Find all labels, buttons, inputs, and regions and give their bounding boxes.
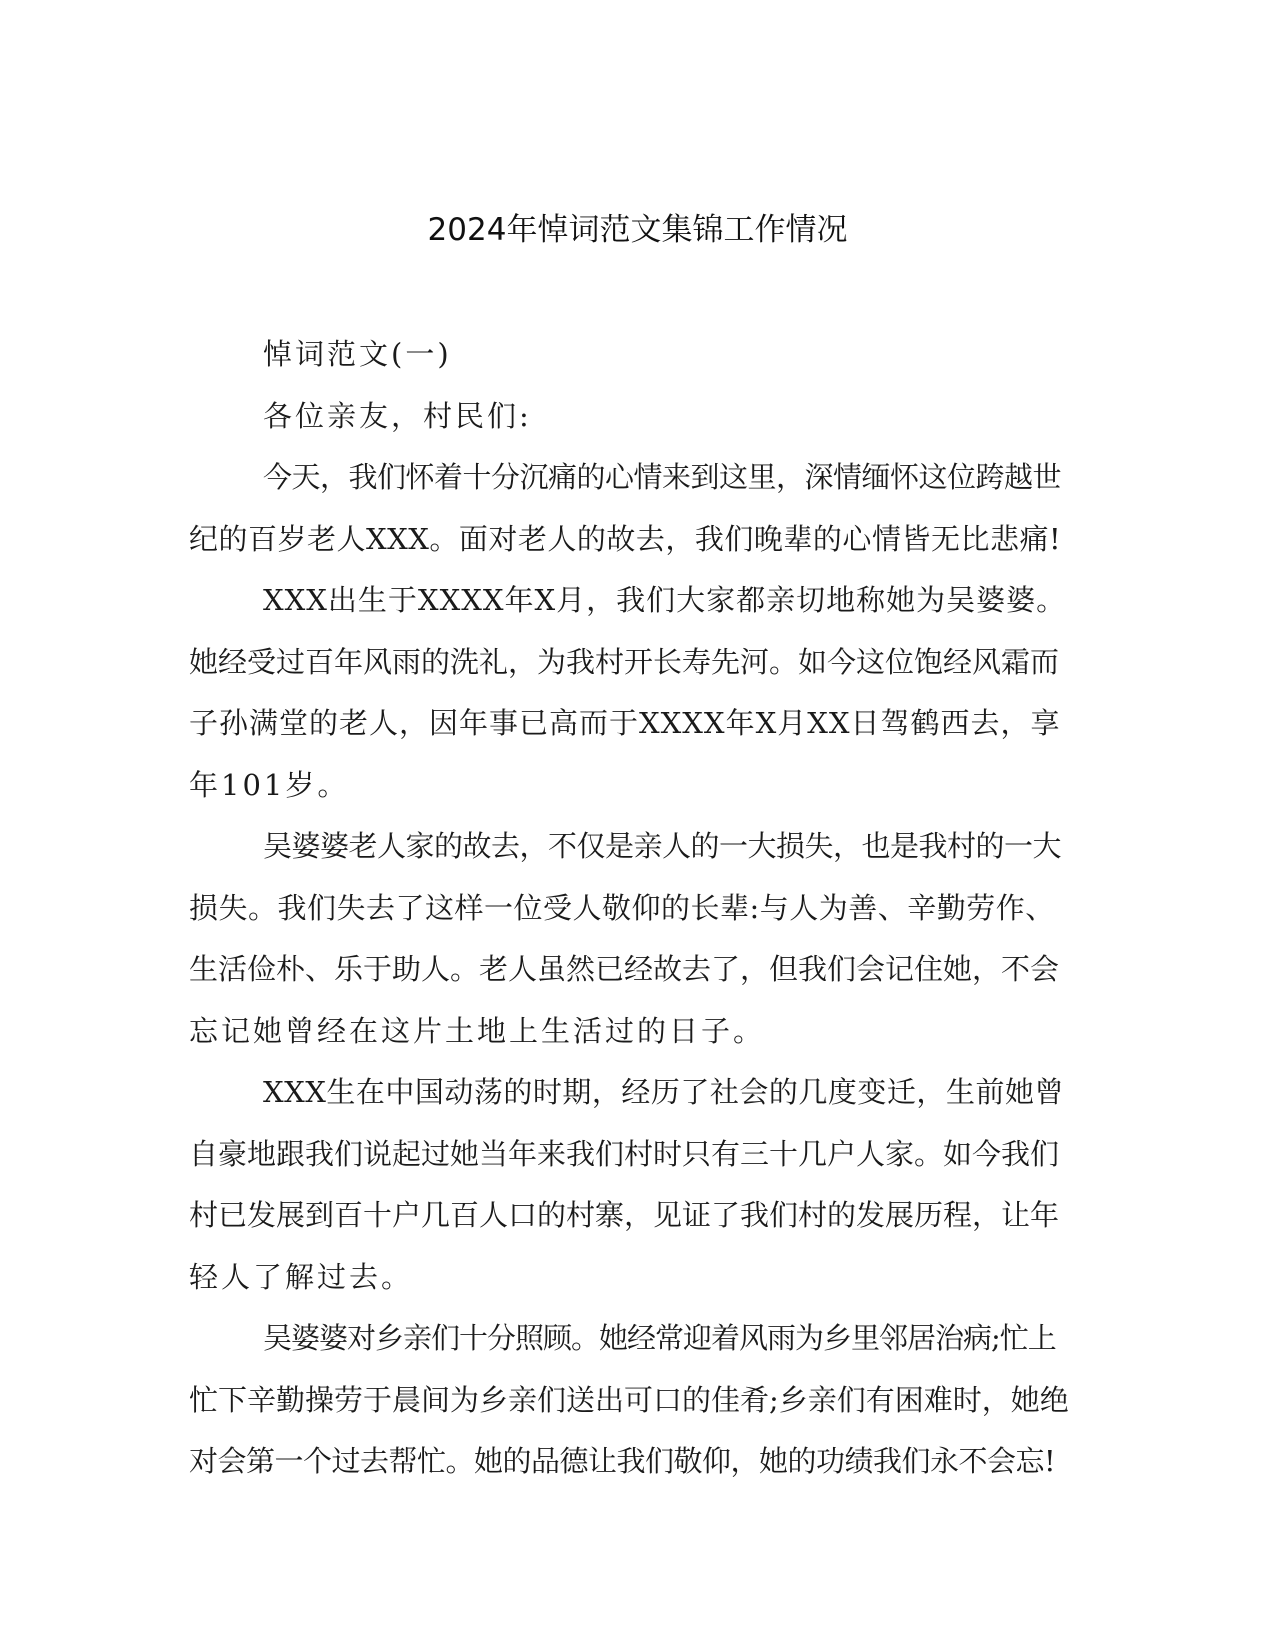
body-line: 纪的百岁老人XXX。面对老人的故去，我们晚辈的心情皆无比悲痛! — [189, 521, 1062, 556]
body-line: 自豪地跟我们说起过她当年来我们村时只有三十几户人家。如今我们 — [189, 1136, 1060, 1171]
body-line: 生活俭朴、乐于助人。老人虽然已经故去了，但我们会记住她，不会 — [189, 952, 1060, 986]
body-line: 忙下辛勤操劳于晨间为乡亲们送出可口的佳肴;乡亲们有困难时，她绝 — [189, 1382, 1069, 1417]
document-body — [189, 324, 1069, 1493]
body-line: 各位亲友，村民们: — [263, 398, 532, 433]
body-line: 损失。我们失去了这样一位受人敬仰的长辈:与人为善、辛勤劳作、 — [189, 890, 1055, 925]
body-line: XXX出生于XXXX年X月，我们大家都亲切地称她为吴婆婆。 — [263, 583, 1067, 617]
body-line: 忘记她曾经在这片土地上生活过的日子。 — [189, 1013, 766, 1048]
body-line: 子孙满堂的老人，因年事已高而于XXXX年X月XX日驾鹤西去，享 — [189, 706, 1061, 740]
body-line: 吴婆婆老人家的故去，不仅是亲人的一大损失，也是我村的一大 — [263, 829, 1062, 863]
body-line: 悼词范文(一) — [263, 337, 452, 371]
body-line: 村已发展到百十户几百人口的村寨，见证了我们村的发展历程，让年 — [189, 1198, 1060, 1232]
body-line: 对会第一个过去帮忙。她的品德让我们敬仰，她的功绩我们永不会忘! — [189, 1444, 1056, 1478]
body-line: 年101岁。 — [189, 767, 350, 802]
body-line: 她经受过百年风雨的洗礼，为我村开长寿先河。如今这位饱经风霜而 — [189, 644, 1060, 679]
body-line: 轻人了解过去。 — [189, 1259, 414, 1294]
body-line: XXX生在中国动荡的时期，经历了社会的几度变迁，生前她曾 — [263, 1075, 1064, 1109]
body-line: 今天，我们怀着十分沉痛的心情来到这里，深情缅怀这位跨越世 — [263, 460, 1062, 494]
body-line: 吴婆婆对乡亲们十分照顾。她经常迎着风雨为乡里邻居治病;忙上 — [263, 1321, 1056, 1355]
document-title: 2024年悼词范文集锦工作情况 — [427, 212, 848, 248]
